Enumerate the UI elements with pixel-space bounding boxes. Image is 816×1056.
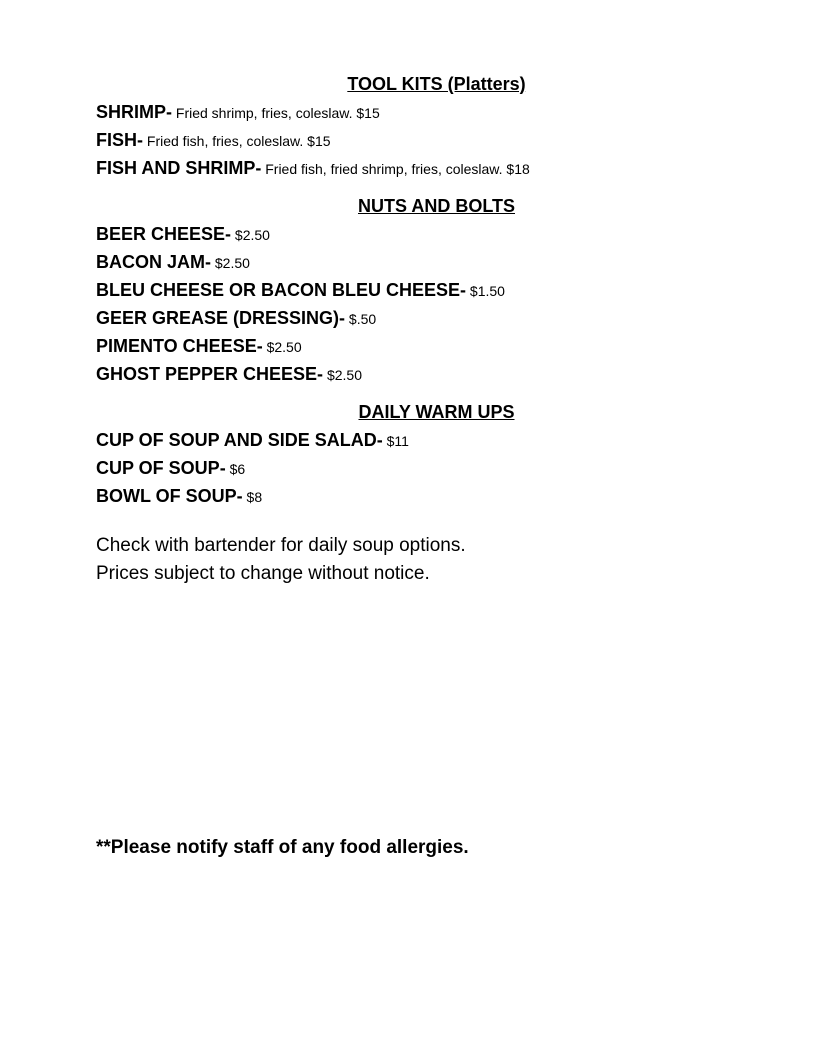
menu-item xyxy=(96,360,772,388)
item-name: GHOST PEPPER CHEESE- xyxy=(96,364,324,384)
menu-item xyxy=(96,276,772,304)
item-price: $2.50 xyxy=(211,255,250,271)
section-spacer xyxy=(96,182,772,192)
menu-page xyxy=(96,70,772,588)
menu-item xyxy=(96,248,772,276)
menu-item xyxy=(96,154,772,182)
item-description: Fried shrimp, fries, coleslaw. $15 xyxy=(172,105,380,121)
item-price: $1.50 xyxy=(466,283,505,299)
section-title: NUTS AND BOLTS xyxy=(358,196,515,216)
item-name: FISH- xyxy=(96,130,143,150)
menu-section-tool-kits xyxy=(96,70,772,182)
menu-notes xyxy=(96,532,772,588)
menu-item xyxy=(96,126,772,154)
item-description: Fried fish, fries, coleslaw. $15 xyxy=(143,133,331,149)
item-price: $6 xyxy=(225,461,246,477)
section-spacer xyxy=(96,388,772,398)
menu-section-nuts-and-bolts xyxy=(96,192,772,388)
menu-section-daily-warm-ups xyxy=(96,398,772,510)
price-change-note: Prices subject to change without notice. xyxy=(96,563,430,584)
item-name: PIMENTO CHEESE- xyxy=(96,336,263,356)
item-name: BACON JAM- xyxy=(96,252,211,272)
menu-item xyxy=(96,220,772,248)
section-title: DAILY WARM UPS xyxy=(358,402,515,422)
soup-options-note: Check with bartender for daily soup options. xyxy=(96,535,466,556)
item-price: $2.50 xyxy=(323,367,362,383)
menu-item xyxy=(96,332,772,360)
menu-item xyxy=(96,304,772,332)
section-title: TOOL KITS (Platters) xyxy=(347,74,526,94)
item-price: $11 xyxy=(382,433,409,449)
item-name: GEER GREASE (DRESSING)- xyxy=(96,308,346,328)
item-price: $.50 xyxy=(345,311,377,327)
item-description: Fried fish, fried shrimp, fries, coleslaw. $18 xyxy=(261,161,530,177)
menu-item xyxy=(96,98,772,126)
item-price: $2.50 xyxy=(262,339,302,355)
item-name: BEER CHEESE- xyxy=(96,224,232,244)
menu-item xyxy=(96,482,772,510)
menu-item xyxy=(96,454,772,482)
item-name: BOWL OF SOUP- xyxy=(96,486,243,506)
item-name: SHRIMP- xyxy=(96,102,172,122)
item-name: CUP OF SOUP AND SIDE SALAD- xyxy=(96,430,383,450)
menu-item xyxy=(96,426,772,454)
item-price: $8 xyxy=(242,489,263,505)
item-name: FISH AND SHRIMP- xyxy=(96,158,262,178)
item-price: $2.50 xyxy=(231,227,270,243)
item-name: CUP OF SOUP- xyxy=(96,458,226,478)
item-name: BLEU CHEESE OR BACON BLEU CHEESE- xyxy=(96,280,467,300)
allergy-notice: **Please notify staff of any food allergies. xyxy=(96,837,469,858)
